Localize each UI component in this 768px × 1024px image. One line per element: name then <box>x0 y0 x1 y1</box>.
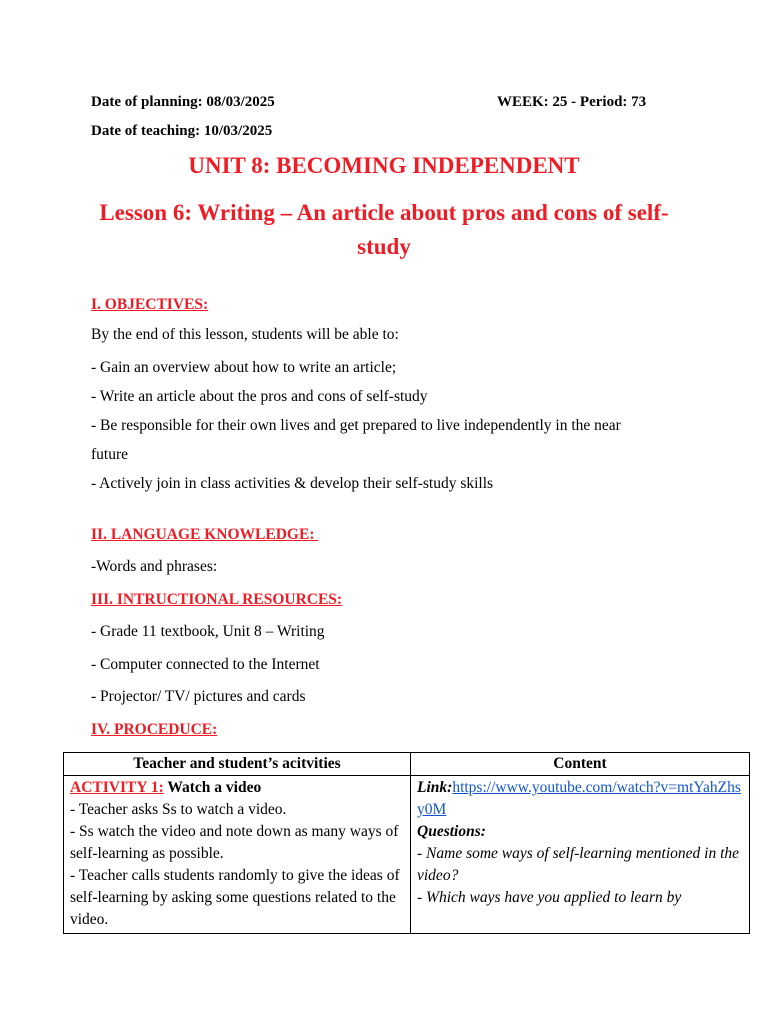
questions-label: Questions: <box>417 823 486 840</box>
link-line <box>417 777 743 821</box>
activity-step: - Ss watch the video and note down as many ways of self-learning as possible. <box>70 823 399 862</box>
activity-title: Watch a video <box>163 779 262 796</box>
activities-cell <box>64 776 411 934</box>
resource-item: - Grade 11 textbook, Unit 8 – Writing <box>91 623 325 640</box>
resources-heading: III. INTRUCTIONAL RESOURCES: <box>91 591 343 608</box>
activity-label: ACTIVITY 1: <box>70 779 164 796</box>
words-and-phrases: -Words and phrases: <box>91 558 218 575</box>
objectives-intro: By the end of this lesson, students will be able to: <box>91 326 399 343</box>
resource-item: - Computer connected to the Internet <box>91 656 320 673</box>
date-of-planning: Date of planning: 08/03/2025 <box>91 94 275 110</box>
lesson-title: Lesson 6: Writing – An article about pros and cons of self-study <box>99 200 669 259</box>
date-of-teaching: Date of teaching: 10/03/2025 <box>91 123 273 139</box>
objective-item: - Be responsible for their own lives and get prepared to live independently in the near <box>91 417 621 434</box>
procedure-heading: IV. PROCEDUCE: <box>91 721 218 738</box>
objective-item: - Gain an overview about how to write an article; <box>91 359 397 376</box>
table-header-row <box>64 753 750 776</box>
objective-item: - Actively join in class activities & develop their self-study skills <box>91 475 494 492</box>
language-knowledge-heading: II. LANGUAGE KNOWLEDGE: <box>91 526 319 543</box>
link-label: Link: <box>417 779 453 796</box>
question-item: - Name some ways of self-learning mentioned in the video? <box>417 845 740 884</box>
objectives-heading: I. OBJECTIVES: <box>91 296 209 313</box>
column-header-content: Content <box>411 753 750 776</box>
activity-heading <box>70 777 404 799</box>
video-link[interactable]: https://www.youtube.com/watch?v=mtYahZhsy0M <box>417 779 741 818</box>
procedure-table <box>63 752 750 934</box>
activity-step: - Teacher calls students randomly to give the ideas of self-learning by asking some questions related to the video. <box>70 867 400 928</box>
resource-item: - Projector/ TV/ pictures and cards <box>91 688 306 705</box>
table-row <box>64 776 750 934</box>
question-item: - Which ways have you applied to learn by <box>417 889 682 906</box>
objective-item: future <box>91 446 129 463</box>
objective-item: - Write an article about the pros and cons of self-study <box>91 388 428 405</box>
column-header-activities: Teacher and student’s acitvities <box>64 753 411 776</box>
content-cell <box>411 776 750 934</box>
week-period: WEEK: 25 - Period: 73 <box>497 94 647 110</box>
activity-step: - Teacher asks Ss to watch a video. <box>70 801 287 818</box>
unit-title: UNIT 8: BECOMING INDEPENDENT <box>188 153 580 178</box>
